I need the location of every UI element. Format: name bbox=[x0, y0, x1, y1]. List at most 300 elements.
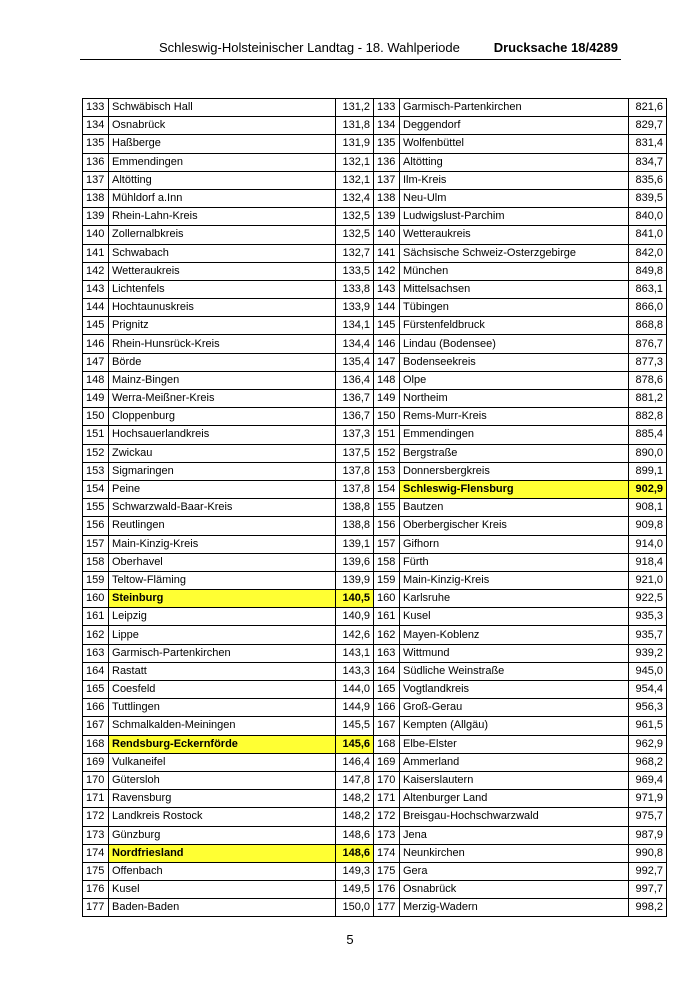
table-row bbox=[83, 280, 667, 298]
rank-left-cell: 155 bbox=[83, 499, 109, 517]
table-row bbox=[83, 426, 667, 444]
district-left-cell: Prignitz bbox=[109, 317, 336, 335]
value-left-cell: 132,4 bbox=[336, 189, 374, 207]
district-left-cell: Haßberge bbox=[109, 135, 336, 153]
rank-right-cell: 135 bbox=[374, 135, 400, 153]
district-left-cell: Steinburg bbox=[109, 590, 336, 608]
district-right-cell: Kempten (Allgäu) bbox=[400, 717, 629, 735]
district-left-cell: Cloppenburg bbox=[109, 408, 336, 426]
rank-left-cell: 151 bbox=[83, 426, 109, 444]
value-right-cell: 821,6 bbox=[629, 99, 667, 117]
value-left-cell: 143,1 bbox=[336, 644, 374, 662]
value-right-cell: 969,4 bbox=[629, 771, 667, 789]
value-right-cell: 842,0 bbox=[629, 244, 667, 262]
district-left-cell: Lippe bbox=[109, 626, 336, 644]
value-left-cell: 133,8 bbox=[336, 280, 374, 298]
table-row bbox=[83, 262, 667, 280]
table-row bbox=[83, 717, 667, 735]
district-left-cell: Rhein-Lahn-Kreis bbox=[109, 208, 336, 226]
rank-left-cell: 161 bbox=[83, 608, 109, 626]
table-row bbox=[83, 444, 667, 462]
page-header bbox=[80, 40, 620, 58]
district-right-cell: Osnabrück bbox=[400, 881, 629, 899]
value-left-cell: 139,9 bbox=[336, 571, 374, 589]
value-left-cell: 132,7 bbox=[336, 244, 374, 262]
district-right-cell: Mittelsachsen bbox=[400, 280, 629, 298]
district-left-cell: Zollernalbkreis bbox=[109, 226, 336, 244]
district-right-cell: Bergstraße bbox=[400, 444, 629, 462]
value-left-cell: 133,9 bbox=[336, 299, 374, 317]
district-left-cell: Altötting bbox=[109, 171, 336, 189]
table-row bbox=[83, 226, 667, 244]
value-right-cell: 840,0 bbox=[629, 208, 667, 226]
value-right-cell: 956,3 bbox=[629, 699, 667, 717]
table-row bbox=[83, 135, 667, 153]
district-right-cell: Schleswig-Flensburg bbox=[400, 480, 629, 498]
district-right-cell: Rems-Murr-Kreis bbox=[400, 408, 629, 426]
district-left-cell: Gütersloh bbox=[109, 771, 336, 789]
district-right-cell: Lindau (Bodensee) bbox=[400, 335, 629, 353]
rank-left-cell: 136 bbox=[83, 153, 109, 171]
district-left-cell: Baden-Baden bbox=[109, 899, 336, 917]
rank-left-cell: 162 bbox=[83, 626, 109, 644]
district-left-cell: Garmisch-Partenkirchen bbox=[109, 644, 336, 662]
table-row bbox=[83, 790, 667, 808]
value-right-cell: 877,3 bbox=[629, 353, 667, 371]
district-left-cell: Hochtaunuskreis bbox=[109, 299, 336, 317]
rank-left-cell: 154 bbox=[83, 480, 109, 498]
rank-right-cell: 156 bbox=[374, 517, 400, 535]
rank-right-cell: 145 bbox=[374, 317, 400, 335]
value-right-cell: 849,8 bbox=[629, 262, 667, 280]
value-left-cell: 132,5 bbox=[336, 208, 374, 226]
rank-right-cell: 140 bbox=[374, 226, 400, 244]
district-right-cell: Main-Kinzig-Kreis bbox=[400, 571, 629, 589]
value-left-cell: 135,4 bbox=[336, 353, 374, 371]
rank-right-cell: 173 bbox=[374, 826, 400, 844]
district-left-cell: Günzburg bbox=[109, 826, 336, 844]
rank-left-cell: 169 bbox=[83, 753, 109, 771]
table-row bbox=[83, 153, 667, 171]
district-right-cell: Northeim bbox=[400, 390, 629, 408]
page-number: 5 bbox=[346, 932, 354, 947]
table-row bbox=[83, 826, 667, 844]
value-left-cell: 131,8 bbox=[336, 117, 374, 135]
rank-right-cell: 169 bbox=[374, 753, 400, 771]
district-right-cell: Altenburger Land bbox=[400, 790, 629, 808]
table-row bbox=[83, 753, 667, 771]
district-right-cell: Gera bbox=[400, 862, 629, 880]
rank-right-cell: 170 bbox=[374, 771, 400, 789]
rank-left-cell: 158 bbox=[83, 553, 109, 571]
rank-right-cell: 147 bbox=[374, 353, 400, 371]
value-right-cell: 868,8 bbox=[629, 317, 667, 335]
district-right-cell: Kusel bbox=[400, 608, 629, 626]
district-left-cell: Zwickau bbox=[109, 444, 336, 462]
rank-right-cell: 146 bbox=[374, 335, 400, 353]
value-left-cell: 138,8 bbox=[336, 499, 374, 517]
table-row bbox=[83, 353, 667, 371]
value-right-cell: 863,1 bbox=[629, 280, 667, 298]
rank-right-cell: 153 bbox=[374, 462, 400, 480]
value-right-cell: 908,1 bbox=[629, 499, 667, 517]
rank-right-cell: 174 bbox=[374, 844, 400, 862]
rank-left-cell: 146 bbox=[83, 335, 109, 353]
value-left-cell: 134,4 bbox=[336, 335, 374, 353]
rank-right-cell: 136 bbox=[374, 153, 400, 171]
rank-left-cell: 157 bbox=[83, 535, 109, 553]
district-right-cell: Emmendingen bbox=[400, 426, 629, 444]
value-right-cell: 921,0 bbox=[629, 571, 667, 589]
rank-right-cell: 150 bbox=[374, 408, 400, 426]
value-right-cell: 962,9 bbox=[629, 735, 667, 753]
district-left-cell: Ravensburg bbox=[109, 790, 336, 808]
rank-right-cell: 139 bbox=[374, 208, 400, 226]
value-right-cell: 975,7 bbox=[629, 808, 667, 826]
rank-left-cell: 177 bbox=[83, 899, 109, 917]
rank-right-cell: 168 bbox=[374, 735, 400, 753]
table-row bbox=[83, 608, 667, 626]
value-right-cell: 935,7 bbox=[629, 626, 667, 644]
district-left-cell: Sigmaringen bbox=[109, 462, 336, 480]
district-left-cell: Nordfriesland bbox=[109, 844, 336, 862]
district-right-cell: Altötting bbox=[400, 153, 629, 171]
district-right-cell: Groß-Gerau bbox=[400, 699, 629, 717]
district-right-cell: Olpe bbox=[400, 371, 629, 389]
value-left-cell: 145,5 bbox=[336, 717, 374, 735]
district-left-cell: Lichtenfels bbox=[109, 280, 336, 298]
rank-left-cell: 171 bbox=[83, 790, 109, 808]
rank-right-cell: 159 bbox=[374, 571, 400, 589]
table-row bbox=[83, 299, 667, 317]
rank-left-cell: 168 bbox=[83, 735, 109, 753]
district-left-cell: Rhein-Hunsrück-Kreis bbox=[109, 335, 336, 353]
district-right-cell: Sächsische Schweiz-Osterzgebirge bbox=[400, 244, 629, 262]
rank-left-cell: 149 bbox=[83, 390, 109, 408]
rank-left-cell: 139 bbox=[83, 208, 109, 226]
value-left-cell: 132,5 bbox=[336, 226, 374, 244]
value-left-cell: 148,6 bbox=[336, 826, 374, 844]
value-right-cell: 834,7 bbox=[629, 153, 667, 171]
header-divider bbox=[80, 59, 621, 60]
district-right-cell: Fürth bbox=[400, 553, 629, 571]
table-row bbox=[83, 771, 667, 789]
district-right-cell: Donnersbergkreis bbox=[400, 462, 629, 480]
district-right-cell: Elbe-Elster bbox=[400, 735, 629, 753]
rank-right-cell: 151 bbox=[374, 426, 400, 444]
rank-right-cell: 163 bbox=[374, 644, 400, 662]
header-title: Schleswig-Holsteinischer Landtag - 18. Wahlperiode bbox=[159, 40, 460, 55]
rank-left-cell: 153 bbox=[83, 462, 109, 480]
district-left-cell: Schwabach bbox=[109, 244, 336, 262]
value-right-cell: 885,4 bbox=[629, 426, 667, 444]
value-right-cell: 992,7 bbox=[629, 862, 667, 880]
rank-right-cell: 176 bbox=[374, 881, 400, 899]
district-right-cell: Ilm-Kreis bbox=[400, 171, 629, 189]
district-left-cell: Rendsburg-Eckernförde bbox=[109, 735, 336, 753]
rank-right-cell: 142 bbox=[374, 262, 400, 280]
rank-right-cell: 160 bbox=[374, 590, 400, 608]
district-left-cell: Wetteraukreis bbox=[109, 262, 336, 280]
table-row bbox=[83, 408, 667, 426]
rank-left-cell: 174 bbox=[83, 844, 109, 862]
value-right-cell: 899,1 bbox=[629, 462, 667, 480]
rank-right-cell: 167 bbox=[374, 717, 400, 735]
district-left-cell: Schwarzwald-Baar-Kreis bbox=[109, 499, 336, 517]
rank-right-cell: 177 bbox=[374, 899, 400, 917]
value-left-cell: 144,0 bbox=[336, 681, 374, 699]
rank-left-cell: 164 bbox=[83, 662, 109, 680]
district-right-cell: Ammerland bbox=[400, 753, 629, 771]
document-number: Drucksache 18/4289 bbox=[493, 40, 618, 55]
district-left-cell: Offenbach bbox=[109, 862, 336, 880]
value-right-cell: 878,6 bbox=[629, 371, 667, 389]
table-row bbox=[83, 335, 667, 353]
district-right-cell: Mayen-Koblenz bbox=[400, 626, 629, 644]
district-left-cell: Coesfeld bbox=[109, 681, 336, 699]
district-right-cell: Breisgau-Hochschwarzwald bbox=[400, 808, 629, 826]
district-left-cell: Hochsauerlandkreis bbox=[109, 426, 336, 444]
table-row bbox=[83, 699, 667, 717]
rank-right-cell: 157 bbox=[374, 535, 400, 553]
value-right-cell: 939,2 bbox=[629, 644, 667, 662]
district-left-cell: Rastatt bbox=[109, 662, 336, 680]
value-left-cell: 148,2 bbox=[336, 808, 374, 826]
district-right-cell: Wetteraukreis bbox=[400, 226, 629, 244]
table-row bbox=[83, 99, 667, 117]
district-left-cell: Oberhavel bbox=[109, 553, 336, 571]
district-right-cell: Wolfenbüttel bbox=[400, 135, 629, 153]
district-right-cell: Südliche Weinstraße bbox=[400, 662, 629, 680]
district-right-cell: Oberbergischer Kreis bbox=[400, 517, 629, 535]
rank-left-cell: 175 bbox=[83, 862, 109, 880]
table-row bbox=[83, 571, 667, 589]
table-row bbox=[83, 517, 667, 535]
value-left-cell: 132,1 bbox=[336, 171, 374, 189]
rank-left-cell: 141 bbox=[83, 244, 109, 262]
rank-left-cell: 165 bbox=[83, 681, 109, 699]
rank-right-cell: 172 bbox=[374, 808, 400, 826]
rank-left-cell: 138 bbox=[83, 189, 109, 207]
rank-right-cell: 141 bbox=[374, 244, 400, 262]
value-right-cell: 866,0 bbox=[629, 299, 667, 317]
value-right-cell: 890,0 bbox=[629, 444, 667, 462]
district-right-cell: Garmisch-Partenkirchen bbox=[400, 99, 629, 117]
value-left-cell: 148,6 bbox=[336, 844, 374, 862]
rank-right-cell: 143 bbox=[374, 280, 400, 298]
value-left-cell: 136,7 bbox=[336, 390, 374, 408]
value-right-cell: 835,6 bbox=[629, 171, 667, 189]
district-right-cell: Karlsruhe bbox=[400, 590, 629, 608]
district-left-cell: Kusel bbox=[109, 881, 336, 899]
rank-left-cell: 163 bbox=[83, 644, 109, 662]
value-left-cell: 136,7 bbox=[336, 408, 374, 426]
district-right-cell: Deggendorf bbox=[400, 117, 629, 135]
rank-left-cell: 152 bbox=[83, 444, 109, 462]
value-left-cell: 138,8 bbox=[336, 517, 374, 535]
value-right-cell: 831,4 bbox=[629, 135, 667, 153]
value-left-cell: 132,1 bbox=[336, 153, 374, 171]
value-right-cell: 918,4 bbox=[629, 553, 667, 571]
value-right-cell: 922,5 bbox=[629, 590, 667, 608]
district-left-cell: Mainz-Bingen bbox=[109, 371, 336, 389]
district-right-cell: Tübingen bbox=[400, 299, 629, 317]
rank-left-cell: 148 bbox=[83, 371, 109, 389]
rank-right-cell: 149 bbox=[374, 390, 400, 408]
district-right-cell: Bodenseekreis bbox=[400, 353, 629, 371]
rank-left-cell: 150 bbox=[83, 408, 109, 426]
table-row bbox=[83, 535, 667, 553]
table-row bbox=[83, 553, 667, 571]
value-left-cell: 144,9 bbox=[336, 699, 374, 717]
district-left-cell: Main-Kinzig-Kreis bbox=[109, 535, 336, 553]
district-left-cell: Schwäbisch Hall bbox=[109, 99, 336, 117]
value-right-cell: 968,2 bbox=[629, 753, 667, 771]
table-row bbox=[83, 862, 667, 880]
table-row bbox=[83, 808, 667, 826]
value-right-cell: 881,2 bbox=[629, 390, 667, 408]
table-row bbox=[83, 462, 667, 480]
value-left-cell: 137,3 bbox=[336, 426, 374, 444]
rank-left-cell: 160 bbox=[83, 590, 109, 608]
value-left-cell: 131,2 bbox=[336, 99, 374, 117]
district-right-cell: Gifhorn bbox=[400, 535, 629, 553]
value-left-cell: 146,4 bbox=[336, 753, 374, 771]
table-row bbox=[83, 881, 667, 899]
rank-right-cell: 154 bbox=[374, 480, 400, 498]
rank-right-cell: 134 bbox=[374, 117, 400, 135]
rank-right-cell: 138 bbox=[374, 189, 400, 207]
value-left-cell: 142,6 bbox=[336, 626, 374, 644]
table-row bbox=[83, 590, 667, 608]
value-right-cell: 997,7 bbox=[629, 881, 667, 899]
rank-left-cell: 147 bbox=[83, 353, 109, 371]
table-row bbox=[83, 117, 667, 135]
value-left-cell: 150,0 bbox=[336, 899, 374, 917]
value-left-cell: 148,2 bbox=[336, 790, 374, 808]
rank-right-cell: 137 bbox=[374, 171, 400, 189]
value-left-cell: 131,9 bbox=[336, 135, 374, 153]
district-left-cell: Teltow-Fläming bbox=[109, 571, 336, 589]
value-left-cell: 147,8 bbox=[336, 771, 374, 789]
rank-left-cell: 143 bbox=[83, 280, 109, 298]
value-left-cell: 133,5 bbox=[336, 262, 374, 280]
rank-left-cell: 156 bbox=[83, 517, 109, 535]
table-body bbox=[83, 99, 667, 917]
rank-left-cell: 176 bbox=[83, 881, 109, 899]
rank-left-cell: 135 bbox=[83, 135, 109, 153]
rank-left-cell: 140 bbox=[83, 226, 109, 244]
district-left-cell: Mühldorf a.Inn bbox=[109, 189, 336, 207]
value-right-cell: 829,7 bbox=[629, 117, 667, 135]
value-left-cell: 137,8 bbox=[336, 462, 374, 480]
district-right-cell: Kaiserslautern bbox=[400, 771, 629, 789]
district-right-cell: Neunkirchen bbox=[400, 844, 629, 862]
district-right-cell: Merzig-Wadern bbox=[400, 899, 629, 917]
value-right-cell: 914,0 bbox=[629, 535, 667, 553]
value-right-cell: 990,8 bbox=[629, 844, 667, 862]
table-row bbox=[83, 681, 667, 699]
rank-left-cell: 159 bbox=[83, 571, 109, 589]
rank-right-cell: 175 bbox=[374, 862, 400, 880]
value-left-cell: 137,5 bbox=[336, 444, 374, 462]
district-right-cell: Ludwigslust-Parchim bbox=[400, 208, 629, 226]
district-left-cell: Reutlingen bbox=[109, 517, 336, 535]
rank-right-cell: 161 bbox=[374, 608, 400, 626]
table-row bbox=[83, 899, 667, 917]
rank-left-cell: 134 bbox=[83, 117, 109, 135]
rank-right-cell: 148 bbox=[374, 371, 400, 389]
district-right-cell: Wittmund bbox=[400, 644, 629, 662]
rank-right-cell: 162 bbox=[374, 626, 400, 644]
value-left-cell: 143,3 bbox=[336, 662, 374, 680]
district-right-cell: München bbox=[400, 262, 629, 280]
value-right-cell: 935,3 bbox=[629, 608, 667, 626]
district-left-cell: Emmendingen bbox=[109, 153, 336, 171]
district-left-cell: Werra-Meißner-Kreis bbox=[109, 390, 336, 408]
table-row bbox=[83, 735, 667, 753]
rank-left-cell: 173 bbox=[83, 826, 109, 844]
table-row bbox=[83, 244, 667, 262]
table-row bbox=[83, 644, 667, 662]
value-left-cell: 134,1 bbox=[336, 317, 374, 335]
district-left-cell: Tuttlingen bbox=[109, 699, 336, 717]
rank-right-cell: 133 bbox=[374, 99, 400, 117]
rank-right-cell: 152 bbox=[374, 444, 400, 462]
district-left-cell: Landkreis Rostock bbox=[109, 808, 336, 826]
rank-right-cell: 155 bbox=[374, 499, 400, 517]
district-left-cell: Peine bbox=[109, 480, 336, 498]
value-right-cell: 902,9 bbox=[629, 480, 667, 498]
district-left-cell: Leipzig bbox=[109, 608, 336, 626]
table-row bbox=[83, 662, 667, 680]
value-right-cell: 909,8 bbox=[629, 517, 667, 535]
value-left-cell: 139,6 bbox=[336, 553, 374, 571]
value-right-cell: 945,0 bbox=[629, 662, 667, 680]
table-row bbox=[83, 626, 667, 644]
value-left-cell: 145,6 bbox=[336, 735, 374, 753]
rank-right-cell: 158 bbox=[374, 553, 400, 571]
rank-left-cell: 166 bbox=[83, 699, 109, 717]
rank-left-cell: 172 bbox=[83, 808, 109, 826]
rank-left-cell: 144 bbox=[83, 299, 109, 317]
value-right-cell: 954,4 bbox=[629, 681, 667, 699]
value-right-cell: 841,0 bbox=[629, 226, 667, 244]
rank-right-cell: 171 bbox=[374, 790, 400, 808]
rank-left-cell: 170 bbox=[83, 771, 109, 789]
value-left-cell: 149,5 bbox=[336, 881, 374, 899]
district-left-cell: Vulkaneifel bbox=[109, 753, 336, 771]
value-left-cell: 139,1 bbox=[336, 535, 374, 553]
district-right-cell: Fürstenfeldbruck bbox=[400, 317, 629, 335]
rank-left-cell: 133 bbox=[83, 99, 109, 117]
table-row bbox=[83, 317, 667, 335]
district-right-cell: Neu-Ulm bbox=[400, 189, 629, 207]
district-right-cell: Vogtlandkreis bbox=[400, 681, 629, 699]
value-left-cell: 136,4 bbox=[336, 371, 374, 389]
district-right-cell: Jena bbox=[400, 826, 629, 844]
table-row bbox=[83, 371, 667, 389]
district-left-cell: Osnabrück bbox=[109, 117, 336, 135]
rank-left-cell: 137 bbox=[83, 171, 109, 189]
value-left-cell: 140,5 bbox=[336, 590, 374, 608]
rank-right-cell: 144 bbox=[374, 299, 400, 317]
rank-left-cell: 145 bbox=[83, 317, 109, 335]
value-left-cell: 137,8 bbox=[336, 480, 374, 498]
district-right-cell: Bautzen bbox=[400, 499, 629, 517]
district-left-cell: Schmalkalden-Meiningen bbox=[109, 717, 336, 735]
value-left-cell: 149,3 bbox=[336, 862, 374, 880]
